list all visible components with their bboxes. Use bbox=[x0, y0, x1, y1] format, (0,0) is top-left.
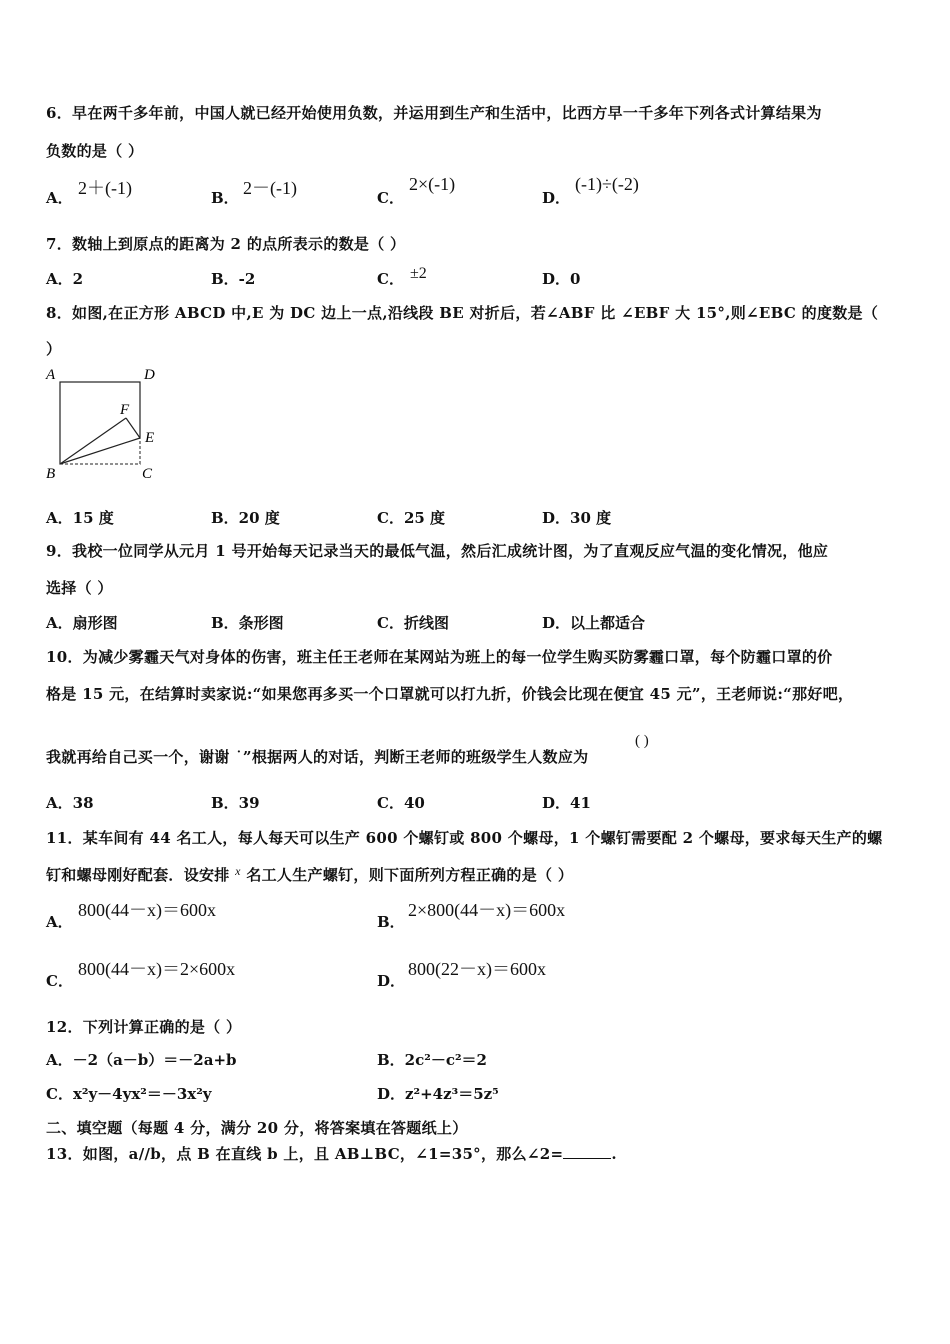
q7-option-a: A．2 bbox=[46, 270, 84, 288]
q11-option-d-label: D． bbox=[377, 972, 406, 990]
q6-option-d-label: D． bbox=[542, 189, 571, 207]
q8-option-d: D．30 度 bbox=[542, 509, 612, 527]
q12-option-d: D．z²+4z³＝5z⁵ bbox=[377, 1085, 499, 1103]
q10-stem-line2: 格是 15 元，在结算时卖家说:“如果您再多买一个口罩就可以打九折，价钱会比现在便宜 45 元”，王老师说:“那好吧， bbox=[46, 685, 854, 703]
q8-option-c: C．25 度 bbox=[377, 509, 446, 527]
label-f: F bbox=[120, 402, 130, 418]
label-e: E bbox=[145, 430, 155, 446]
q11-option-b-expr: 2×800(44－x)＝600x bbox=[408, 900, 566, 920]
q12-option-b: B．2c²－c²＝2 bbox=[377, 1051, 487, 1069]
q13-answer-blank[interactable] bbox=[563, 1146, 611, 1159]
q10-option-a: A．38 bbox=[46, 794, 94, 812]
q8-stem-line1: 8．如图,在正方形 ABCD 中,E 为 DC 边上一点,沿线段 BE 对折后，若∠ABF 比 ∠EBF 大 15°,则∠EBC 的度数是（ bbox=[46, 304, 879, 322]
q11-option-c-expr: 800(44－x)＝2×600x bbox=[78, 959, 236, 979]
q6-stem-line2: 负数的是（ ） bbox=[46, 142, 144, 160]
q6-option-b-expr: 2－(‑1) bbox=[243, 178, 297, 198]
q11-stem-line2 bbox=[46, 864, 573, 885]
q10-answer-paren: ( ) bbox=[635, 733, 649, 749]
q7-stem: 7．数轴上到原点的距离为 2 的点所表示的数是（ ） bbox=[46, 235, 406, 253]
square-abcd bbox=[60, 382, 140, 464]
q12-option-c: C．x²y－4yx²＝－3x²y bbox=[46, 1085, 212, 1103]
q9-option-a: A．扇形图 bbox=[46, 614, 118, 632]
q13-text: 13．如图，a//b，点 B 在直线 b 上，且 AB⊥BC，∠1=35°，那么∠2= bbox=[46, 1145, 564, 1163]
q7-option-b: B．-2 bbox=[211, 270, 256, 288]
label-b: B bbox=[46, 466, 56, 482]
label-a: A bbox=[46, 367, 56, 383]
q7-option-c-expr: ±2 bbox=[410, 265, 427, 282]
q10-option-b: B．39 bbox=[211, 794, 260, 812]
q8-option-a: A．15 度 bbox=[46, 509, 114, 527]
q11-stem-line1: 11．某车间有 44 名工人，每人每天可以生产 600 个螺钉或 800 个螺母，1 个螺钉需要配 2 个螺母，要求每天生产的螺 bbox=[46, 829, 883, 847]
q9-stem-line1: 9．我校一位同学从元月 1 号开始每天记录当天的最低气温，然后汇成统计图，为了直观反应气温的变化情况，他应 bbox=[46, 542, 829, 560]
q6-option-a-expr: 2＋(‑1) bbox=[78, 178, 132, 198]
label-c: C bbox=[142, 466, 153, 482]
q12-option-a: A．－2（a－b）＝－2a+b bbox=[46, 1051, 237, 1069]
q9-option-b: B．条形图 bbox=[211, 614, 284, 632]
section-2-heading: 二、填空题（每题 4 分，满分 20 分，将答案填在答题纸上） bbox=[46, 1119, 468, 1137]
q12-stem: 12．下列计算正确的是（ ） bbox=[46, 1018, 242, 1036]
q6-stem-line1: 6．早在两千多年前，中国人就已经开始使用负数，并运用到生产和生活中，比西方早一千多年下列各式计算结果为 bbox=[46, 104, 822, 122]
q11-variable-x: x bbox=[235, 864, 241, 878]
q7-option-d: D．0 bbox=[542, 270, 581, 288]
q8-stem-line2: ） bbox=[46, 340, 62, 358]
q6-option-b-label: B． bbox=[211, 189, 239, 207]
q6-option-a-label: A． bbox=[46, 189, 73, 207]
q9-stem-line2: 选择（ ） bbox=[46, 579, 113, 597]
q9-option-c: C．折线图 bbox=[377, 614, 449, 632]
q6-option-d-expr: (‑1)÷(‑2) bbox=[575, 174, 639, 194]
q8-option-b: B．20 度 bbox=[211, 509, 280, 527]
q11-stem-line2-end: 名工人生产螺钉，则下面所列方程正确的是（ ） bbox=[246, 866, 574, 884]
q13-end: . bbox=[611, 1145, 617, 1163]
q11-option-a-expr: 800(44－x)＝600x bbox=[78, 900, 216, 920]
q6-option-c-expr: 2×(‑1) bbox=[409, 174, 456, 194]
segment-bf bbox=[60, 418, 126, 464]
q6-option-c-label: C． bbox=[377, 189, 404, 207]
q13-stem bbox=[46, 1143, 617, 1164]
q11-option-b-label: B． bbox=[377, 913, 405, 931]
q11-option-d-expr: 800(22－x)＝600x bbox=[408, 959, 546, 979]
q10-stem-line1: 10．为减少雾霾天气对身体的伤害，班主任王老师在某网站为班上的每一位学生购买防雾霾口罩，每个防霾口罩的价 bbox=[46, 648, 833, 666]
segment-fe bbox=[126, 418, 140, 438]
q9-option-d: D．以上都适合 bbox=[542, 614, 646, 632]
q11-option-c-label: C． bbox=[46, 972, 73, 990]
q10-stem-line3: 我就再给自己买一个，谢谢 ˙”根据两人的对话，判断王老师的班级学生人数应为 bbox=[46, 748, 589, 766]
q11-stem-line2-start: 钉和螺母刚好配套．设安排 bbox=[46, 866, 230, 884]
q8-square-figure bbox=[40, 362, 170, 484]
label-d: D bbox=[144, 367, 155, 383]
segment-be bbox=[60, 438, 140, 464]
q7-option-c-label: C． bbox=[377, 270, 404, 288]
q10-option-c: C．40 bbox=[377, 794, 425, 812]
q10-option-d: D．41 bbox=[542, 794, 591, 812]
q11-option-a-label: A． bbox=[46, 913, 73, 931]
